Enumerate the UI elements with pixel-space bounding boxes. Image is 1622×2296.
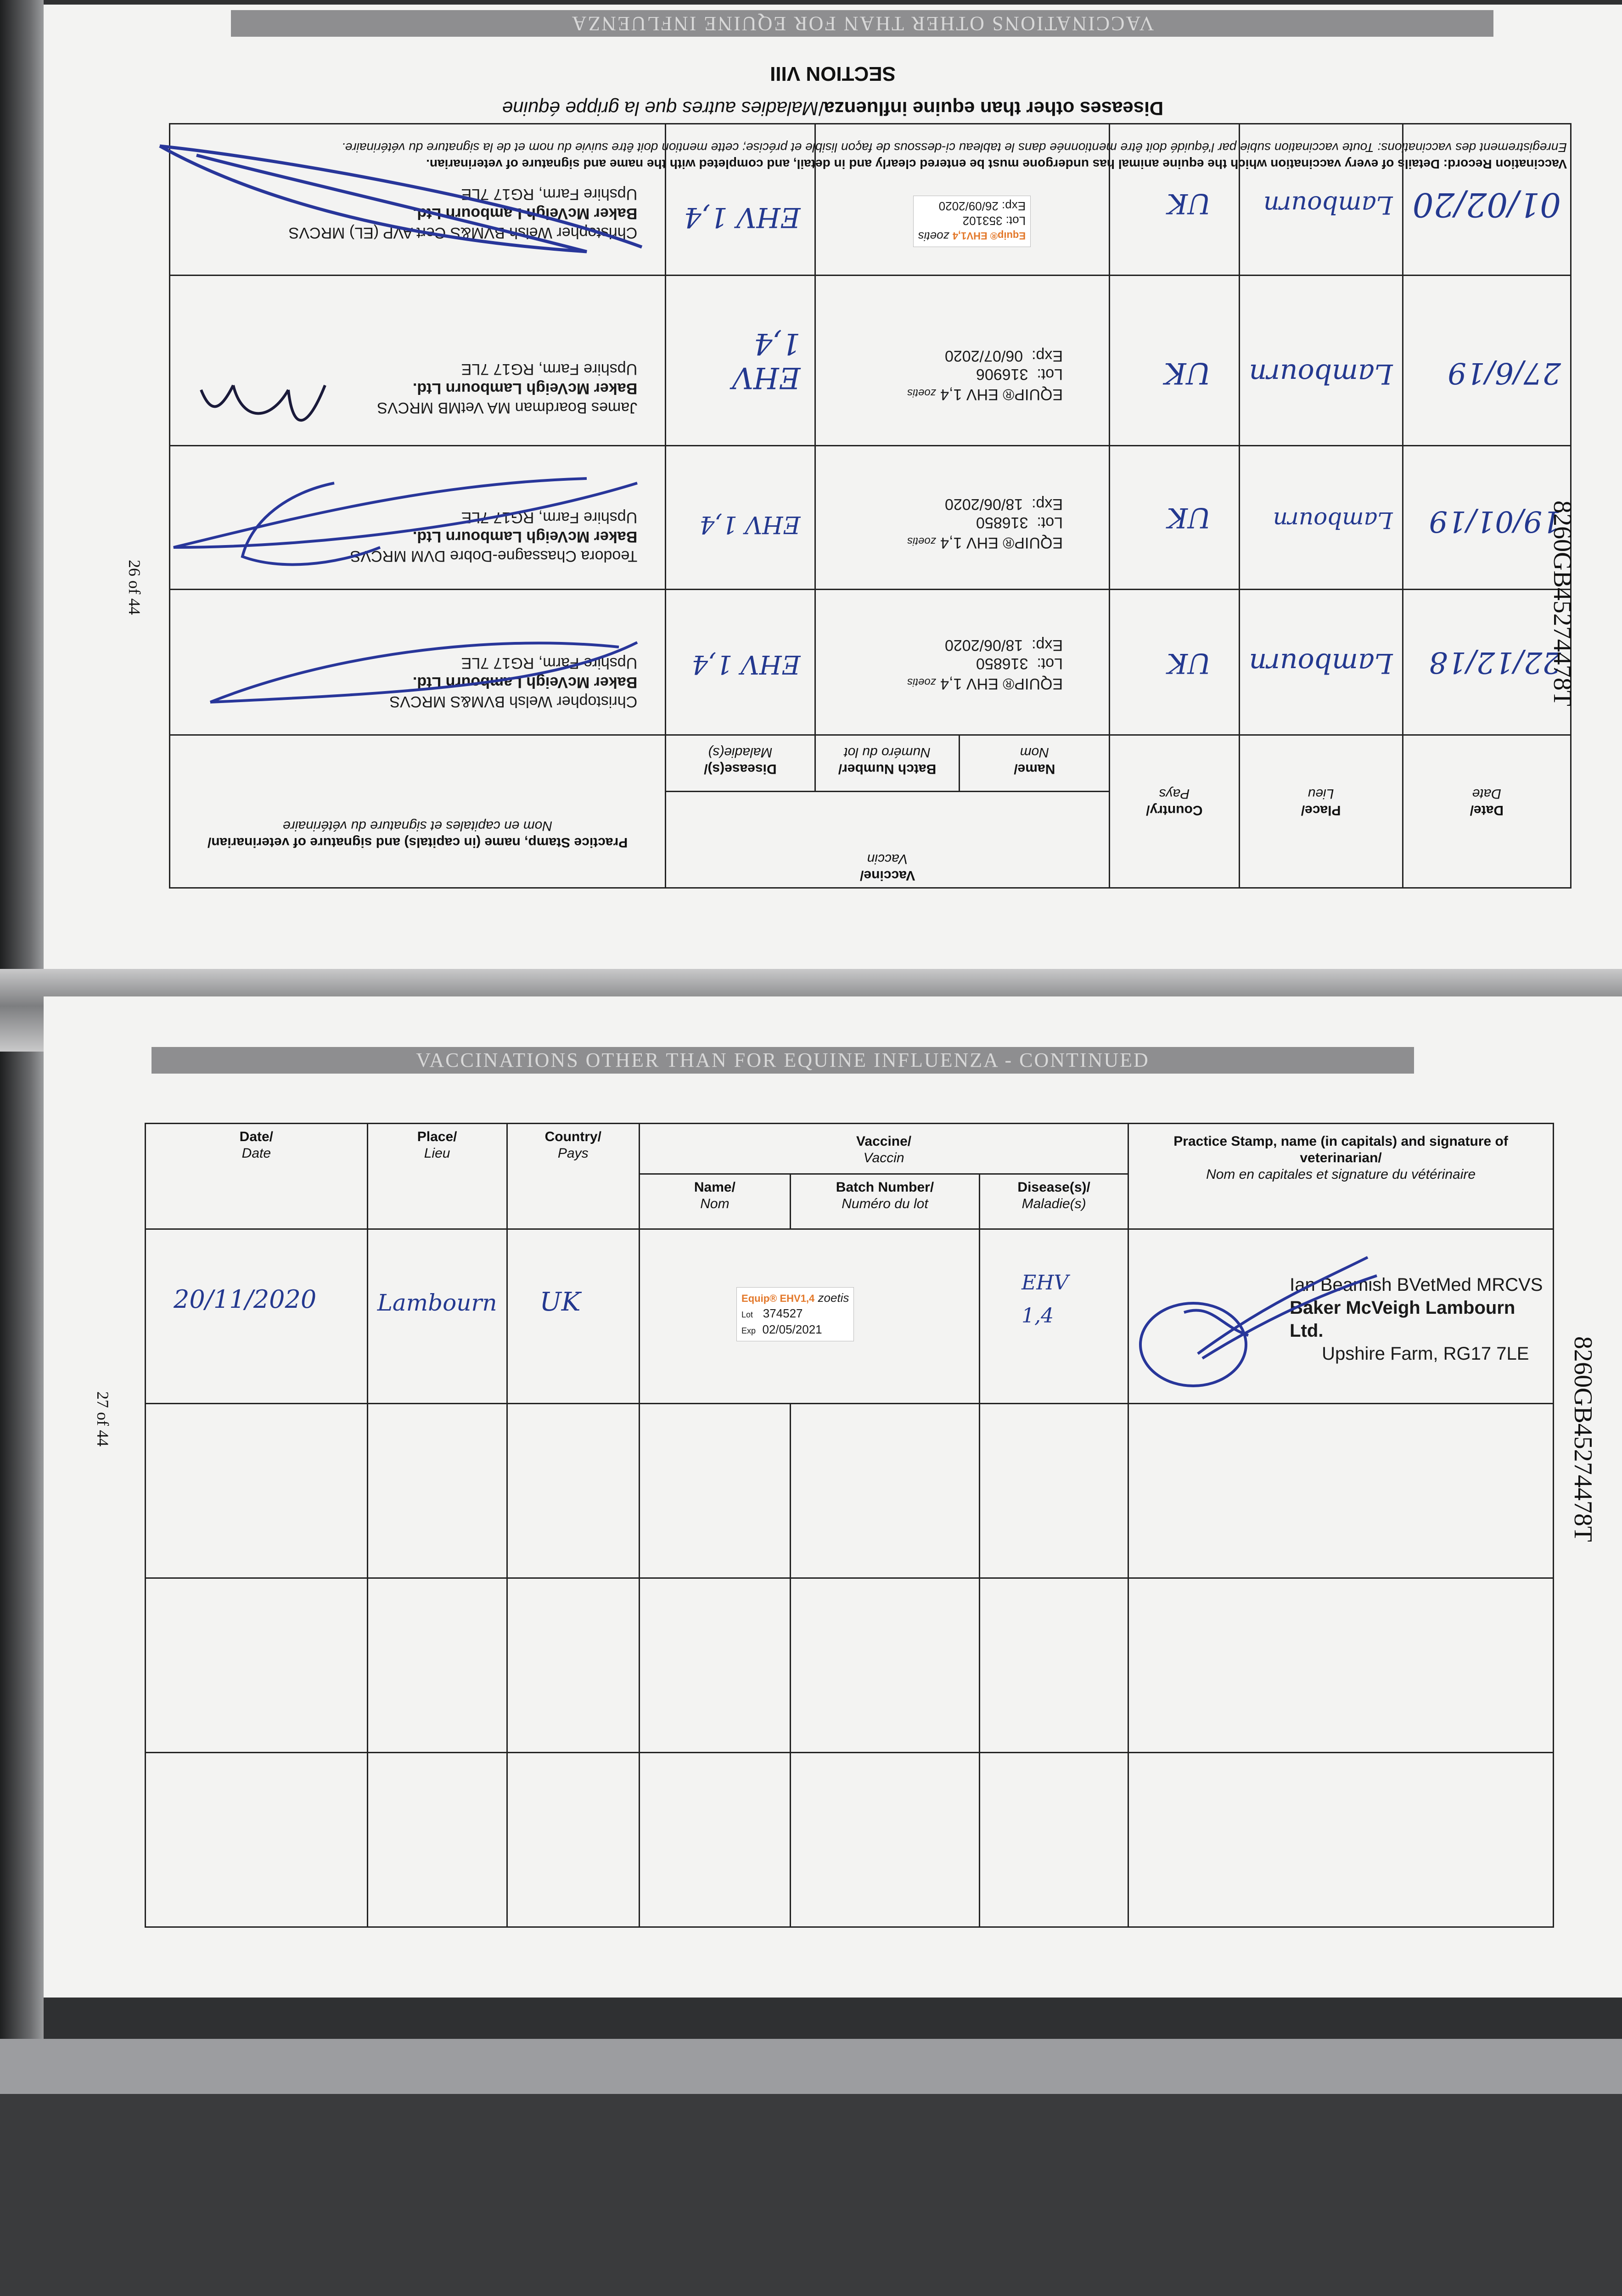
row-country: UK [1167, 647, 1211, 679]
page-27 [44, 996, 1622, 1998]
vet-practice: Baker McVeigh Lambourn Ltd. [412, 380, 638, 397]
row-country: UK [1164, 356, 1211, 390]
vaccine-brand: zoetis [918, 230, 949, 243]
vet-signature [151, 137, 656, 265]
header-name: Name/ Nom [640, 1174, 791, 1229]
vaccine-label: EQUIP® EHV 1,4 zoetis Lot: 316906 Exp: 06/07/2020 [907, 347, 1063, 403]
previous-section-banner: VACCINATIONS OTHER THAN FOR EQUINE INFLUENZA [231, 10, 1493, 37]
intro-en: Vaccination Record: Details of every vaccination which the equine animal has undergone must be entered clearly and in detail, and completed with the name and signature of veterinarian. [426, 157, 1567, 171]
row-date: 22/12/18 [1429, 645, 1561, 679]
vaccine-sticker: Equip® EHV1,4 zoetis Lot 374527 Exp 02/05/2021 [736, 1287, 854, 1341]
vaccine-brand: zoetis [907, 676, 936, 688]
row-disease: EHV 1,4 [732, 326, 801, 394]
row-disease: EHV 1,4 [684, 201, 801, 233]
section-heading: Diseases other than equine influenza/Maladies autres que la grippe équine [502, 98, 1164, 119]
row-disease: EHV 1,4 [699, 511, 801, 538]
vet-address: Upshire Farm, RG17 7LE [1322, 1344, 1529, 1364]
vet-practice: Baker McVeigh Lambourn Ltd. [412, 674, 638, 691]
vet-address: Upshire Farm, RG17 7LE [461, 360, 638, 378]
vet-name: Christopher Welsh BVM&S MRCVS [389, 693, 638, 710]
vet-name: James Boardman MA VetMB MRCVS [377, 399, 638, 416]
passport-id-top: 8260GB45274478T [1548, 501, 1577, 706]
table-header-row [146, 1124, 1554, 1174]
lot-number: 316850 [976, 655, 1028, 672]
expiry-date: 18/06/2020 [944, 636, 1023, 654]
vet-practice: Baker McVeigh Lambourn Ltd. [412, 528, 638, 546]
lot-number: 316850 [976, 514, 1028, 531]
header-country: Country/ Pays [1110, 735, 1240, 888]
header-batch: Batch Number/ Numéro du lot [815, 735, 960, 792]
vaccination-table-bottom [145, 1123, 1554, 1928]
header-disease: Disease(s)/ Maladie(s) [980, 1174, 1128, 1229]
vaccine-label: EQUIP® EHV 1,4 zoetis Lot: 316850 Exp: 18/06/2020 [907, 636, 1063, 692]
vaccine-label: EQUIP® EHV 1,4 zoetis Lot: 316850 Exp: 18/06/2020 [907, 495, 1063, 551]
continued-banner: VACCINATIONS OTHER THAN FOR EQUINE INFLUENZA - CONTINUED [152, 1047, 1414, 1074]
vaccine-sticker: Equip® EHV1,4 zoetis Lot: 353102 Exp: 26/09/2020 [913, 196, 1031, 247]
intro-fr: Enregistrement des vaccinations: Toute vaccination subie par l'équidé doit être mentionnée dans le tableau ci-dessous de façon lisible et précise; cette mention doit être suivie du nom et de la signature du vétérinaire. [342, 141, 1567, 155]
vet-signature [196, 371, 334, 440]
scanner-tray [0, 2039, 1622, 2094]
vaccine-name: EQUIP® EHV 1,4 [940, 675, 1063, 692]
vet-signature [187, 629, 646, 711]
header-date: Date/ Date [1403, 735, 1571, 888]
vet-name: Christopher Welsh BVM&S Cert AVP (EL) MRCVS [288, 224, 638, 242]
lot-number: 316906 [976, 366, 1028, 383]
header-practice: Practice Stamp, name (in capitals) and signature of veterinarian/ Nom en capitales et signature du vétérinaire [170, 735, 666, 888]
vet-signature [151, 465, 656, 575]
vaccine-name: EQUIP® EHV 1,4 [940, 534, 1063, 551]
header-practice: Practice Stamp, name (in capitals) and signature of veterinarian/ Nom en capitales et signature du vétérinaire [1128, 1124, 1554, 1229]
vaccine-name: Equip® EHV1,4 [741, 1293, 815, 1304]
heading-en: Diseases other than equine influenza [824, 98, 1164, 119]
vaccine-brand: zoetis [907, 535, 936, 547]
table-row [170, 276, 1571, 446]
lot-number: 374527 [763, 1306, 803, 1320]
expiry-date: 18/06/2020 [944, 495, 1023, 513]
vet-practice: Baker McVeigh Lambourn Ltd. [412, 205, 638, 222]
page-26-rotated [44, 5, 1622, 996]
page-number: 26 of 44 [125, 560, 144, 615]
header-vaccine: Vaccine/ Vaccin [666, 792, 1110, 888]
page-number: 27 of 44 [94, 1391, 112, 1446]
row-disease: EHV 1,4 [691, 649, 801, 679]
header-disease: Disease(s)/ Maladie(s) [666, 735, 815, 792]
header-vaccine: Vaccine/ Vaccin [640, 1124, 1128, 1174]
vet-practice: Baker McVeigh Lambourn Ltd. [1290, 1298, 1515, 1341]
expiry-date: 26/09/2020 [938, 199, 999, 213]
lot-number: 353102 [962, 214, 1003, 228]
vaccine-name: EQUIP® EHV 1,4 [940, 386, 1063, 403]
row-disease: EHV 1,4 [1021, 1271, 1069, 1328]
page-26 [44, 5, 1622, 996]
row-country: UK [539, 1287, 581, 1317]
table-row [170, 446, 1571, 590]
header-batch: Batch Number/ Numéro du lot [790, 1174, 979, 1229]
row-date: 20/11/2020 [174, 1285, 317, 1314]
table-row [146, 1229, 1554, 1404]
header-place: Place/ Lieu [367, 1124, 507, 1229]
vet-address: Upshire Farm, RG17 7LE [461, 509, 638, 526]
passport-id-bottom: 8260GB45274478T [1569, 1336, 1597, 1542]
header-name: Name/ Nom [960, 735, 1110, 792]
expiry-date: 02/05/2021 [762, 1322, 822, 1336]
vet-name: Teodora Chassagne-Dobre DVM MRCVS [350, 547, 638, 565]
vet-address: Upshire Farm, RG17 7LE [461, 654, 638, 672]
vaccine-brand: zoetis [818, 1291, 849, 1305]
header-date: Date/ Date [146, 1124, 368, 1229]
vaccine-brand: zoetis [907, 387, 936, 399]
row-country: UK [1167, 187, 1211, 219]
section-title: SECTION VIII [770, 62, 896, 85]
row-date: 27/6/19 [1448, 356, 1561, 390]
vet-signature [1129, 1248, 1386, 1395]
header-country: Country/ Pays [507, 1124, 640, 1229]
row-date: 01/02/20 [1412, 186, 1561, 224]
row-place: Lambourn [1273, 507, 1393, 534]
table-header-row [170, 792, 1571, 888]
table-row [146, 1753, 1554, 1927]
table-row [146, 1404, 1554, 1578]
row-place: Lambourn [1263, 191, 1393, 219]
expiry-date: 06/07/2020 [944, 347, 1023, 365]
vaccine-name: Equip® EHV1,4 [952, 230, 1026, 242]
heading-fr: Maladies autres que la grippe équine [502, 98, 819, 119]
row-place: Lambourn [1249, 647, 1393, 679]
table-row [170, 124, 1571, 276]
vet-address: Upshire Farm, RG17 7LE [461, 186, 638, 203]
table-row [146, 1578, 1554, 1753]
row-place: Lambourn [1249, 358, 1393, 390]
table-row [170, 590, 1571, 735]
row-place: Lambourn [377, 1289, 497, 1316]
header-place: Place/ Lieu [1239, 735, 1403, 888]
vaccination-table-top [169, 123, 1571, 889]
vet-name: Ian Beamish BVetMed MRCVS [1290, 1275, 1543, 1295]
scanner-background [0, 2039, 1622, 2296]
row-country: UK [1167, 501, 1211, 534]
row-date: 19/01/19 [1429, 504, 1561, 538]
